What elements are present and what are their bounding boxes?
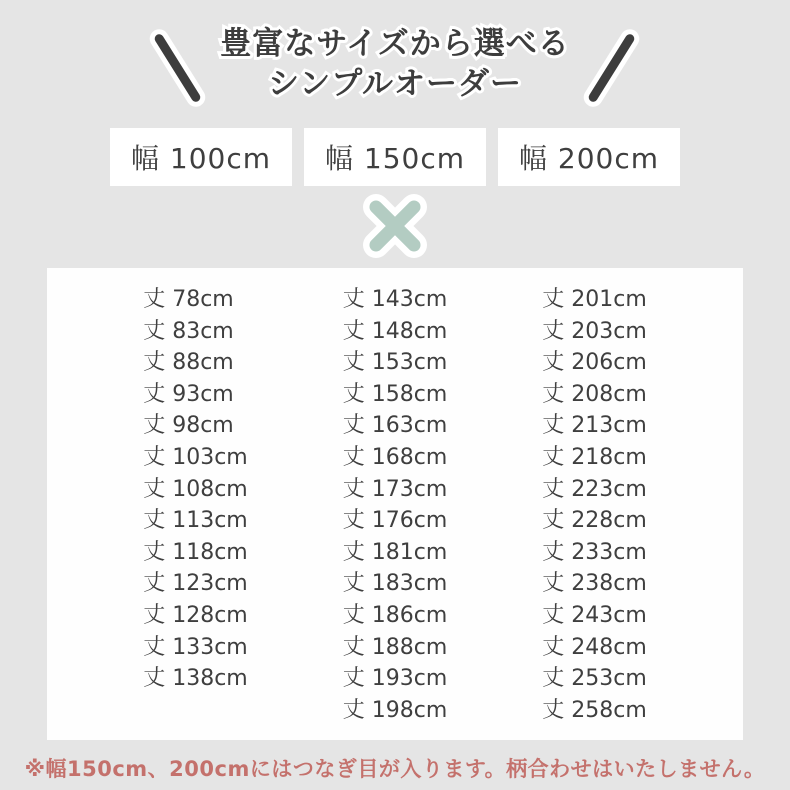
- length-column-2: [343, 284, 448, 740]
- length-item: 丈 158cm: [342, 381, 448, 407]
- length-item: 丈 181cm: [342, 539, 448, 565]
- width-option-200: 幅 200cm: [498, 128, 680, 186]
- length-item: 丈 93cm: [143, 381, 234, 407]
- length-item: 丈 248cm: [542, 634, 647, 660]
- length-item: 丈 201cm: [542, 287, 647, 312]
- length-item: 丈 153cm: [342, 350, 448, 376]
- length-item: 丈 243cm: [542, 602, 647, 628]
- length-item: 丈 78cm: [143, 287, 234, 312]
- length-item: 丈 83cm: [143, 318, 234, 344]
- length-item: 丈 103cm: [143, 444, 248, 470]
- length-item: 丈 238cm: [542, 571, 647, 597]
- length-item: 丈 203cm: [542, 318, 647, 344]
- length-item: 丈 213cm: [542, 413, 647, 439]
- length-item: 丈 123cm: [143, 571, 248, 597]
- width-option-100: 幅 100cm: [110, 128, 292, 186]
- length-item: 丈 128cm: [143, 602, 248, 628]
- length-item: 丈 88cm: [143, 350, 234, 376]
- length-item: 丈 183cm: [342, 571, 448, 597]
- length-item: 丈 228cm: [542, 508, 647, 534]
- length-item: 丈 218cm: [542, 444, 647, 470]
- length-item: 丈 118cm: [143, 539, 248, 565]
- length-panel: [47, 268, 743, 740]
- length-item: 丈 148cm: [342, 318, 448, 344]
- length-item: 丈 168cm: [342, 444, 448, 470]
- length-item: 丈 138cm: [143, 666, 248, 692]
- length-item: 丈 188cm: [342, 634, 448, 660]
- length-item: 丈 253cm: [542, 666, 647, 692]
- length-item: 丈 108cm: [143, 476, 248, 502]
- title-section: [0, 0, 790, 104]
- length-item: 丈 186cm: [342, 602, 448, 628]
- page-title-line1: 豊富なサイズから選べる: [220, 26, 570, 62]
- length-item: 丈 206cm: [542, 350, 647, 376]
- length-column-1: [143, 284, 248, 740]
- length-item: 丈 98cm: [143, 413, 234, 439]
- seam-footnote: ※幅150cm、200cmにはつなぎ目が入ります。柄合わせはいたしません。: [24, 757, 766, 781]
- page-title-line2: シンプルオーダー: [268, 66, 522, 102]
- length-item: 丈 176cm: [342, 508, 448, 534]
- length-item: 丈 223cm: [542, 476, 647, 502]
- multiply-icon-wrap: [0, 186, 790, 266]
- length-item: 丈 208cm: [542, 381, 647, 407]
- width-option-150: 幅 150cm: [304, 128, 486, 186]
- multiply-icon: [360, 191, 430, 261]
- length-column-3: [542, 284, 647, 740]
- length-item: 丈 173cm: [342, 476, 448, 502]
- length-item: 丈 258cm: [542, 697, 647, 723]
- length-item: 丈 163cm: [342, 413, 448, 439]
- width-options-row: [0, 128, 790, 186]
- length-item: 丈 133cm: [143, 634, 248, 660]
- length-item: 丈 113cm: [143, 508, 248, 534]
- length-item: 丈 143cm: [342, 287, 448, 312]
- length-item: 丈 233cm: [542, 539, 647, 565]
- length-item: 丈 198cm: [342, 697, 448, 723]
- length-item: 丈 193cm: [342, 666, 448, 692]
